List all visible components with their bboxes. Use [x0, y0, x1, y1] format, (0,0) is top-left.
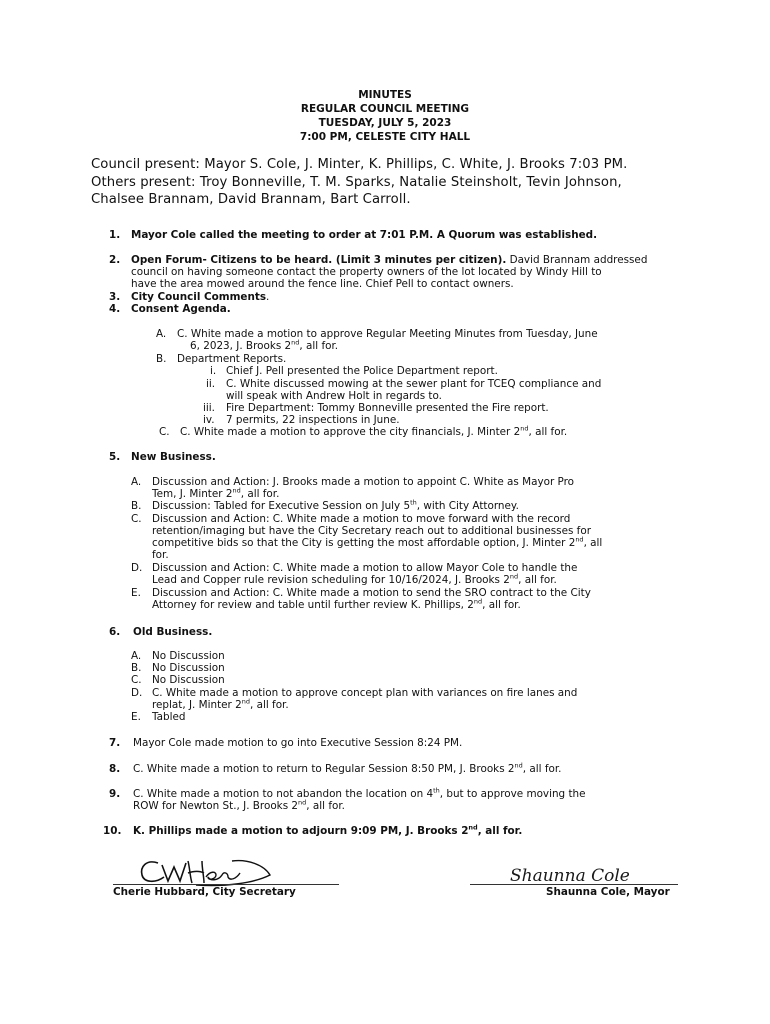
report-sewer-line1: C. White discussed mowing at the sewer plant for TCEQ compliance and	[226, 378, 602, 390]
header-date: TUESDAY, JULY 5, 2023	[318, 117, 452, 129]
item-open-forum-text: David Brannam addressed	[506, 254, 648, 266]
new-c-line4: for.	[152, 549, 169, 561]
item-call-to-order: Mayor Cole called the meeting to order at 7:01 P.M. A Quorum was established.	[131, 229, 598, 241]
secretary-signature-line	[113, 884, 339, 885]
old-e: Tabled	[152, 711, 186, 723]
old-d-line2: replat, J. Minter 2nd, all for.	[152, 697, 289, 711]
item-regular-session: C. White made a motion to return to Regular Session 8:50 PM, J. Brooks 2nd, all for.	[133, 761, 562, 775]
item-executive-session: Mayor Cole made motion to go into Executive Session 8:24 PM.	[133, 737, 463, 749]
sub-letter: B.	[156, 353, 167, 365]
secretary-caption: Cherie Hubbard, City Secretary	[113, 886, 296, 898]
header-time-location: 7:00 PM, CELESTE CITY HALL	[299, 131, 471, 143]
sub-letter: A.	[131, 650, 142, 662]
item-council-comments-tail: .	[266, 291, 270, 303]
new-e-line1: Discussion and Action: C. White made a motion to send the SRO contract to the City	[152, 587, 591, 599]
consent-a-line1: C. White made a motion to approve Regular Meeting Minutes from Tuesday, June	[177, 328, 598, 340]
roman-num: iii.	[203, 402, 215, 414]
item-consent-agenda: Consent Agenda.	[131, 303, 231, 315]
others-present: Others present: Troy Bonneville, T. M. Sparks, Natalie Steinsholt, Tevin Johnson,	[91, 174, 622, 190]
new-e-line2: Attorney for review and table until further review K. Phillips, 2nd, all for.	[152, 597, 521, 611]
sub-letter: E.	[131, 711, 141, 723]
new-c-line1: Discussion and Action: C. White made a motion to move forward with the record	[152, 513, 571, 525]
item-row-newton-line1: C. White made a motion to not abandon the location on 4th, but to approve moving the	[133, 786, 586, 800]
item-new-business: New Business.	[131, 451, 216, 463]
report-sewer-line2: will speak with Andrew Holt in regards to.	[226, 390, 442, 402]
others-present-cont: Chalsee Brannam, David Brannam, Bart Carroll.	[91, 192, 411, 207]
item-number: 2.	[109, 254, 121, 266]
consent-a-line2: 6, 2023, J. Brooks 2nd, all for.	[190, 338, 339, 352]
new-b: Discussion: Tabled for Executive Session on July 5th, with City Attorney.	[152, 498, 519, 512]
sub-letter: C.	[159, 426, 170, 438]
sub-letter: D.	[131, 562, 143, 574]
item-open-forum-line3: have the area mowed around the fence line. Chief Pell to contact owners.	[131, 278, 514, 290]
item-number: 9.	[109, 788, 121, 800]
sub-letter: B.	[131, 662, 142, 674]
item-open-forum	[131, 254, 647, 266]
header-title: MINUTES	[358, 89, 412, 101]
mayor-signature-line	[470, 884, 678, 885]
new-d-line1: Discussion and Action: C. White made a motion to allow Mayor Cole to handle the	[152, 562, 578, 574]
item-old-business: Old Business.	[133, 626, 213, 638]
old-c: No Discussion	[152, 674, 225, 686]
sub-letter: D.	[131, 687, 143, 699]
new-d-line2: Lead and Copper rule revision scheduling for 10/16/2024, J. Brooks 2nd, all for.	[152, 572, 557, 586]
item-number: 4.	[109, 303, 121, 315]
new-a-line2: Tem, J. Minter 2nd, all for.	[152, 486, 280, 500]
consent-c: C. White made a motion to approve the city financials, J. Minter 2nd, all for.	[180, 424, 568, 438]
report-fire: Fire Department: Tommy Bonneville presented the Fire report.	[226, 402, 549, 414]
sub-letter: E.	[131, 587, 141, 599]
item-row-newton-line2: ROW for Newton St., J. Brooks 2nd, all for.	[133, 798, 345, 812]
report-permits: 7 permits, 22 inspections in June.	[226, 414, 400, 426]
old-b: No Discussion	[152, 662, 225, 674]
item-open-forum-line2: council on having someone contact the property owners of the lot located by Windy Hill to	[131, 266, 602, 278]
item-number: 1.	[109, 229, 121, 241]
document-header	[0, 88, 770, 144]
roman-num: iv.	[203, 414, 215, 426]
sub-letter: B.	[131, 500, 142, 512]
report-police: Chief J. Pell presented the Police Department report.	[226, 365, 498, 377]
roman-num: ii.	[206, 378, 216, 390]
new-c-line2: retention/imaging but have the City Secretary reach out to additional businesses for	[152, 525, 591, 537]
old-d-line1: C. White made a motion to approve concept plan with variances on fire lanes and	[152, 687, 578, 699]
header-meeting-type: REGULAR COUNCIL MEETING	[300, 103, 470, 115]
sub-letter: A.	[131, 476, 142, 488]
item-council-comments	[131, 291, 269, 303]
council-present: Council present: Mayor S. Cole, J. Minter, K. Phillips, C. White, J. Brooks 7:03 PM.	[91, 157, 628, 172]
item-council-comments-title: City Council Comments	[131, 291, 267, 303]
item-number: 10.	[103, 825, 122, 837]
sub-letter: C.	[131, 513, 142, 525]
item-number: 3.	[109, 291, 121, 303]
old-a: No Discussion	[152, 650, 225, 662]
item-number: 8.	[109, 763, 121, 775]
attendance-block	[91, 156, 691, 209]
item-open-forum-title: Open Forum- Citizens to be heard. (Limit 3 minutes per citizen).	[131, 254, 507, 266]
item-adjourn: K. Phillips made a motion to adjourn 9:09 PM, J. Brooks 2nd, all for.	[133, 823, 523, 837]
item-number: 6.	[109, 626, 121, 638]
item-number: 5.	[109, 451, 121, 463]
new-c-line3: competitive bids so that the City is getting the most affordable option, J. Minter 2nd, all	[152, 535, 603, 549]
sub-letter: C.	[131, 674, 142, 686]
new-a-line1: Discussion and Action: J. Brooks made a motion to appoint C. White as Mayor Pro	[152, 476, 575, 488]
consent-b-title: Department Reports.	[177, 353, 287, 365]
sub-letter: A.	[156, 328, 167, 340]
mayor-caption: Shaunna Cole, Mayor	[546, 886, 670, 898]
mayor-signature: Shaunna Cole	[510, 866, 630, 886]
item-number: 7.	[109, 737, 121, 749]
roman-num: i.	[210, 365, 217, 377]
